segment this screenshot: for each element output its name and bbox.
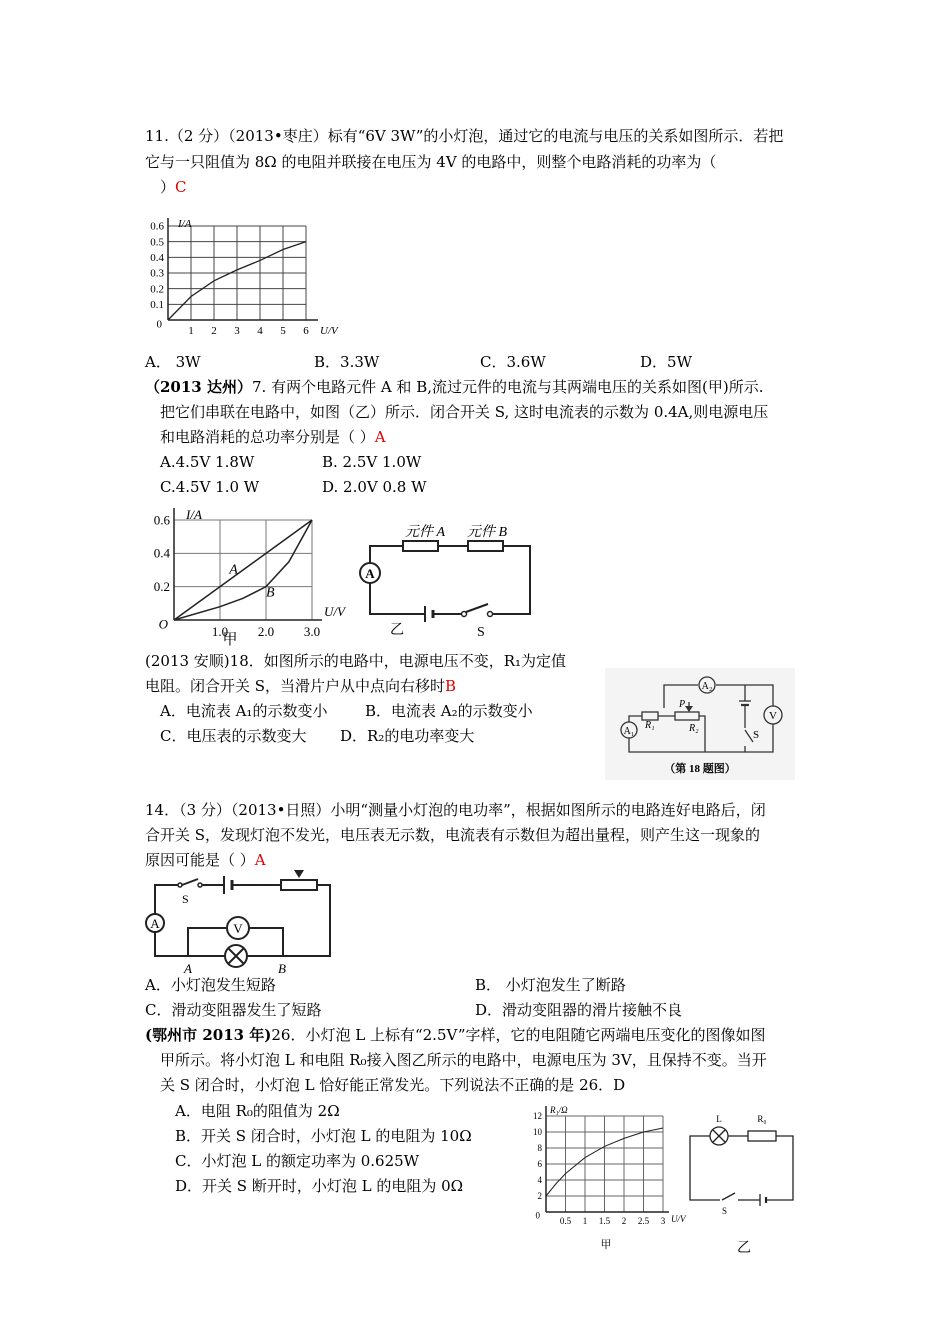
q18-line2-text: 电阻。闭合开关 S，当滑片户从中点向右移时 <box>145 677 446 695</box>
q26-option-a: A．电阻 R₀的阻值为 2Ω <box>175 1102 340 1120</box>
q7-chart <box>140 500 350 648</box>
q18-r2-label: R₂ <box>689 723 699 734</box>
q7-origin-label: O <box>158 616 168 632</box>
q11-option-d: D．5W <box>640 353 692 371</box>
q26-line1 <box>145 1025 766 1045</box>
q11-y-tick-label: 0.6 <box>150 220 164 233</box>
q18-option-a: A．电流表 A₁的示数变小 <box>160 702 328 720</box>
q18-option-d: D．R₂的电功率变大 <box>340 727 475 745</box>
q26-y-tick-label: 6 <box>537 1159 542 1169</box>
q11-y-tick-label: 0.2 <box>150 283 164 296</box>
q26-option-b: B．开关 S 闭合时，小灯泡 L 的电阻为 10Ω <box>175 1127 472 1145</box>
q26-y-tick-label: 2 <box>537 1191 542 1201</box>
q26-r-label: R₀ <box>757 1114 767 1124</box>
q26-chart <box>530 1098 700 1258</box>
q11-y-tick-label: 0.1 <box>150 299 164 311</box>
q26-line2: 甲所示。将小灯泡 L 和电阻 R₀接入图乙所示的电路中，电源电压为 3V，且保持不变。当开 <box>160 1051 767 1069</box>
q26-line1-text: 26．小灯泡 L 上标有“2.5V”字样，它的电阻随它两端电压变化的图像如图 <box>271 1026 766 1044</box>
q11-x-tick-label: 3 <box>234 325 240 337</box>
q26-option-c: C．小灯泡 L 的额定功率为 0.625W <box>175 1152 420 1170</box>
q7-series-label-B: B <box>266 585 275 601</box>
q14-option-a: A．小灯泡发生短路 <box>145 976 276 994</box>
q14-answer: A <box>254 851 266 869</box>
q7-prefix: （2013 达州） <box>145 378 252 396</box>
q11-origin-label: 0 <box>156 318 162 331</box>
q11-line1: 11.（2 分）（2013•枣庄）标有“6V 3W”的小灯泡，通过它的电流与电压的关系如图所示．若把 <box>145 127 784 145</box>
q11-y-axis-label: I/A <box>178 218 192 230</box>
q18-answer: B <box>445 677 457 695</box>
q18-v-label: V <box>769 710 777 722</box>
q26-x-tick-label: 0.5 <box>559 1216 572 1226</box>
q18-line2 <box>145 676 456 696</box>
q7-element-b-label: 元件 B <box>467 525 508 540</box>
q7-line1-text: 7. 有两个电路元件 A 和 B,流过元件的电流与其两端电压的关系如图(甲)所示. <box>251 378 764 396</box>
q18-caption: （第 18 题图） <box>664 763 736 775</box>
q7-option-a: A.4.5V 1.8W <box>160 453 255 471</box>
q18-a1-label: A₁ <box>623 726 635 737</box>
q18-circuit <box>605 668 795 780</box>
q14-line2: 合开关 S，发现灯泡不发光，电压表无示数，电流表有示数但为超出量程，则产生这一现象的 <box>145 826 761 844</box>
q26-y-axis-label: R₁/Ω <box>550 1105 568 1115</box>
q11-chart <box>140 208 350 343</box>
q7-line3 <box>160 427 386 447</box>
q26-y-tick-label: 8 <box>537 1143 542 1153</box>
q7-circuit-caption: 乙 <box>390 623 404 638</box>
q7-circuit <box>345 520 545 640</box>
q18-p-label: P <box>679 699 686 710</box>
q11-x-tick-label: 4 <box>257 325 263 337</box>
q11-x-tick-label: 5 <box>280 325 286 337</box>
q7-paren: 和电路消耗的总功率分别是（ ） <box>160 428 375 446</box>
q11-option-c: C．3.6W <box>480 353 546 371</box>
q11-line3 <box>160 177 187 197</box>
q7-line1 <box>145 377 763 397</box>
q14-line1: 14．（3 分）（2013•日照）小明“测量小灯泡的电功率”，根据如图所示的电路连好电路后，闭 <box>145 801 766 819</box>
q7-y-tick-label: 0.2 <box>153 579 170 594</box>
q7-caption: 甲 <box>222 632 238 648</box>
q26-y-tick-label: 4 <box>537 1175 542 1185</box>
q26-prefix: (鄂州市 2013 年) <box>145 1026 272 1044</box>
q26-s-label: S <box>722 1206 728 1216</box>
q26-circuit-caption: 乙 <box>737 1241 751 1256</box>
q26-line3: 关 S 闭合时，小灯泡 L 恰好能正常发光。下列说法不正确的是 26．D <box>160 1076 626 1094</box>
q11-line2: 它与一只阻值为 8Ω 的电阻并联接在电压为 4V 的电路中，则整个电路消耗的功率为（ <box>145 153 717 171</box>
q7-series-label-A: A <box>229 562 238 578</box>
q18-s-label: S <box>753 729 760 741</box>
q14-a-label: A <box>184 961 192 975</box>
q26-x-tick-label: 1.5 <box>598 1216 611 1226</box>
q26-x-tick-label: 3 <box>660 1216 666 1226</box>
q18-line1: (2013 安顺)18．如图所示的电路中，电源电压不变，R₁为定值 <box>145 652 567 670</box>
q7-y-axis-label: I/A <box>186 507 202 522</box>
q26-x-tick-label: 2.5 <box>637 1216 650 1226</box>
q11-y-tick-label: 0.3 <box>150 267 164 280</box>
q14-option-d: D．滑动变阻器的滑片接触不良 <box>475 1001 683 1019</box>
q11-paren: ） <box>160 178 176 196</box>
q7-x-tick-label: 1.0 <box>211 624 229 639</box>
q7-option-b: B. 2.5V 1.0W <box>322 453 422 471</box>
q7-x-tick-label: 2.0 <box>257 624 275 639</box>
q7-ammeter-label: A <box>365 566 375 581</box>
q26-option-d: D．开关 S 断开时，小灯泡 L 的电阻为 0Ω <box>175 1177 464 1195</box>
q14-line3 <box>145 850 266 870</box>
q11-option-b: B．3.3W <box>314 353 380 371</box>
q7-x-axis-label: U/V <box>324 604 345 619</box>
q11-x-axis-label: U/V <box>320 325 338 337</box>
q14-option-c: C．滑动变阻器发生了短路 <box>145 1001 322 1019</box>
q7-element-a-label: 元件 A <box>405 525 446 540</box>
q14-switch-label: S <box>182 892 189 906</box>
q11-answer: C <box>175 178 187 196</box>
q18-a2-label: A₂ <box>701 681 713 692</box>
q26-caption: 甲 <box>600 1239 612 1251</box>
q26-x-tick-label: 1 <box>582 1216 588 1226</box>
q14-option-b: B． 小灯泡发生了断路 <box>475 976 626 994</box>
q26-origin-label: 0 <box>535 1210 540 1221</box>
q7-answer: A <box>374 428 386 446</box>
q7-switch-label: S <box>477 625 485 640</box>
q7-option-d: D. 2.0V 0.8 W <box>322 478 427 496</box>
q11-y-tick-label: 0.4 <box>150 252 164 264</box>
q7-line2: 把它们串联在电路中，如图（乙）所示．闭合开关 S, 这时电流表的示数为 0.4A,则电源电压 <box>160 403 769 421</box>
q14-b-label: B <box>278 961 286 975</box>
q18-r1-label: R₁ <box>645 720 655 731</box>
q7-series-line-A <box>174 520 312 620</box>
q18-option-b: B．电流表 A₂的示数变小 <box>365 702 533 720</box>
q11-x-tick-label: 1 <box>188 325 194 337</box>
q14-paren: 原因可能是（ ） <box>145 851 255 869</box>
q14-circuit <box>138 870 338 975</box>
q26-y-tick-label: 10 <box>533 1127 542 1137</box>
q7-y-tick-label: 0.4 <box>153 545 170 561</box>
q11-option-a: A． 3W <box>145 353 201 371</box>
q7-x-tick-label: 3.0 <box>303 624 321 639</box>
q26-l-label: L <box>716 1114 722 1124</box>
q26-y-tick-label: 12 <box>533 1111 542 1121</box>
q26-circuit <box>680 1108 805 1258</box>
q11-x-tick-label: 6 <box>303 325 309 337</box>
q14-ammeter-label: A <box>150 916 160 931</box>
q11-y-tick-label: 0.5 <box>150 236 164 249</box>
q26-x-tick-label: 2 <box>621 1216 627 1226</box>
q7-option-c: C.4.5V 1.0 W <box>160 478 260 496</box>
q14-voltmeter-label: V <box>233 921 243 936</box>
q26-x-axis-label: U/V <box>671 1214 686 1224</box>
q18-option-c: C．电压表的示数变大 <box>160 727 307 745</box>
q11-x-tick-label: 2 <box>211 325 217 337</box>
q7-y-tick-label: 0.6 <box>153 512 170 528</box>
